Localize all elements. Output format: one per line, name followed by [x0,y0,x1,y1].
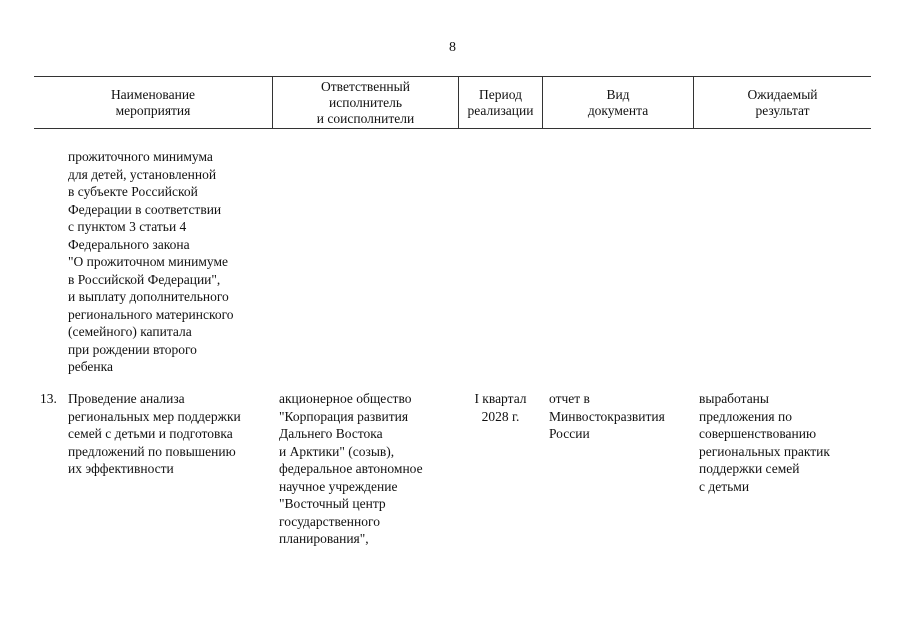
row-name: Проведение анализа региональных мер поддержки семей с детьми и подготовка предложений по повышению их эффективности [68,391,241,476]
header-document: Вид документа [587,86,649,118]
header-period: Период реализации [467,86,534,118]
row-executor: акционерное общество "Корпорация развития Дальнего Востока и Арктики" (созыв), федеральное автономное научное учреждение "Восточный центр государственного планирования", [279,391,423,546]
row-number: 13. [40,391,57,406]
row-result: выработаны предложения по совершенствованию региональных практик поддержки семей с детьми [699,391,830,494]
header-result: Ожидаемый результат [747,86,818,118]
row-document: отчет в Минвостокразвития России [549,391,665,441]
row-period: I квартал 2028 г. [474,391,527,424]
header-executor: Ответственный исполнитель и соисполнители [316,78,415,126]
table-header-bottom-rule [34,128,871,129]
page-number: 8 [449,40,456,55]
header-name: Наименование мероприятия [110,86,196,118]
row-name-continuation: прожиточного минимума для детей, установленной в субъекте Российской Федерации в соответствии с пунктом 3 статьи 4 Федерального закона "О прожиточном минимуме в Российской Федерации", и выплату дополнительного регионального материнского (семейного) капитала при рождении второго ребенка [68,149,234,374]
